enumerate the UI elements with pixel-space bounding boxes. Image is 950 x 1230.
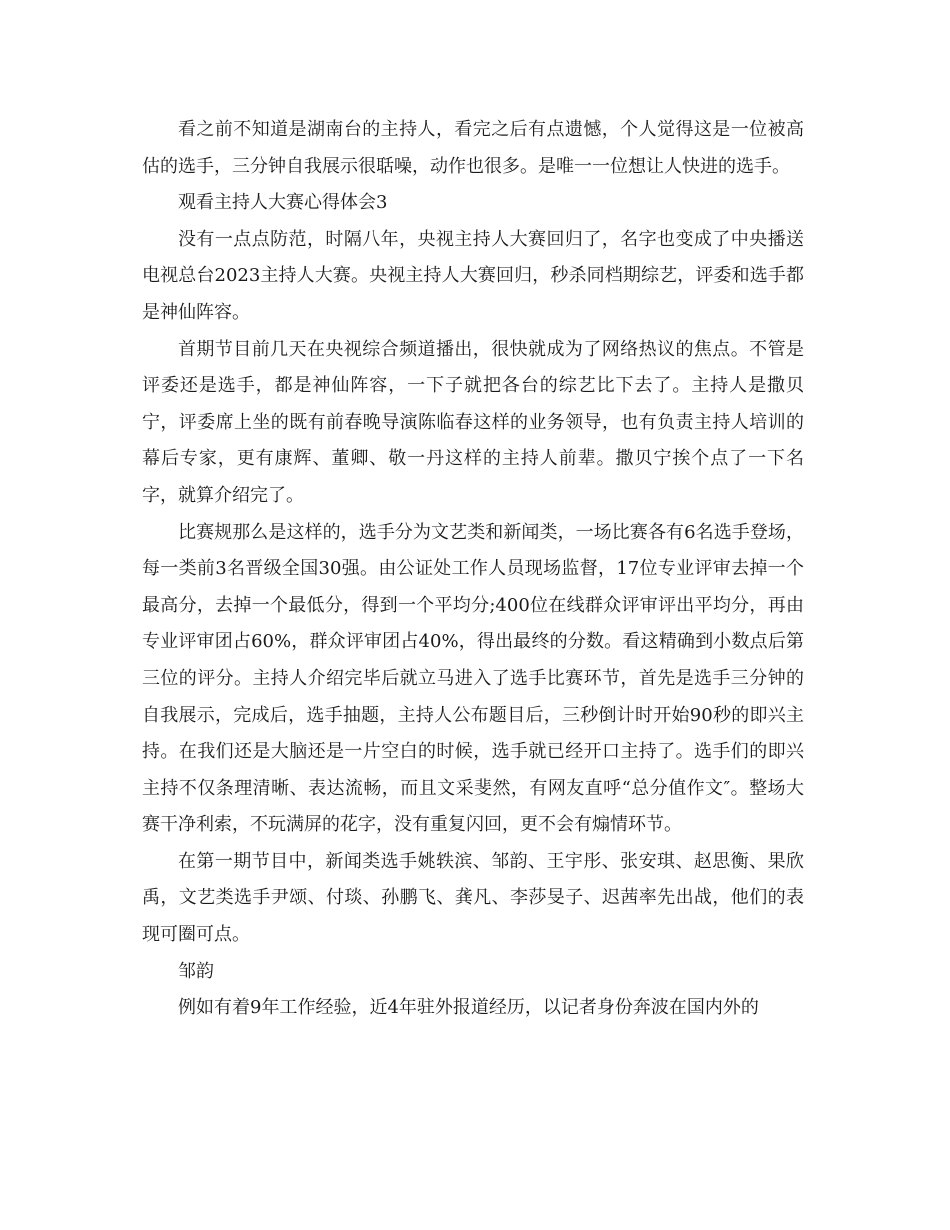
paragraph-contest-return: 没有一点点防范，时隔八年，央视主持人大赛回归了，名字也变成了中央播送电视总台2023主持人大赛。央视主持人大赛回归，秒杀同档期综艺，评委和选手都是神仙阵容。 [142,228,804,323]
paragraph-hunan-host-review: 看之前不知道是湖南台的主持人，看完之后有点遗憾，个人觉得这是一位被高估的选手，三分钟自我展示很聒噪，动作也很多。是唯一一位想让人快进的选手。 [142,119,804,177]
paragraph-first-episode: 首期节目前几天在央视综合频道播出，很快就成为了网络热议的焦点。不管是评委还是选手，都是神仙阵容，一下子就把各台的综艺比下去了。主持人是撒贝宁，评委席上坐的既有前春晚导演陈临春这样的业务领导，也有负责主持人培训的幕后专家，更有康辉、董卿、敬一丹这样的主持人前辈。撒贝宁挨个点了一下名字，就算介绍完了。 [142,338,804,506]
paragraph-rules: 比赛规那么是这样的，选手分为文艺类和新闻类，一场比赛各有6名选手登场，每一类前3名晋级全国30强。由公证处工作人员现场监督，17位专业评审去掉一个最高分，去掉一个最低分，得到一个平均分;400位在线群众评审评出平均分，再由专业评审团占60%，群众评审团占40%，得出最终的分数。看这精确到小数点后第三位的评分。主持人介绍完毕后就立马进入了选手比赛环节，首先是选手三分钟的自我展示，完成后，选手抽题，主持人公布题目后，三秒倒计时开始90秒的即兴主持。在我们还是大脑还是一片空白的时候，选手就已经开口主持了。选手们的即兴主持不仅条理清晰、表达流畅，而且文采斐然，有网友直呼“总分值作文″。整场大赛干净利索，不玩满屏的花字，没有重复闪回，更不会有煽情环节。 [142,521,804,836]
paragraph-contestants: 在第一期节目中，新闻类选手姚轶滨、邹韵、王宇彤、张安琪、赵思衡、果欣禹，文艺类选手尹颂、付琰、孙鹏飞、龚凡、李莎旻子、迟茜率先出战，他们的表现可圈可点。 [142,850,804,946]
paragraph-zou-yun-intro: 例如有着9年工作经验，近4年驻外报道经历，以记者身份奔波在国内外的 [178,997,759,1019]
section-heading-3: 观看主持人大赛心得体会3 [178,192,388,214]
document-body [142,112,804,1027]
subheading-zou-yun: 邹韵 [178,960,214,982]
